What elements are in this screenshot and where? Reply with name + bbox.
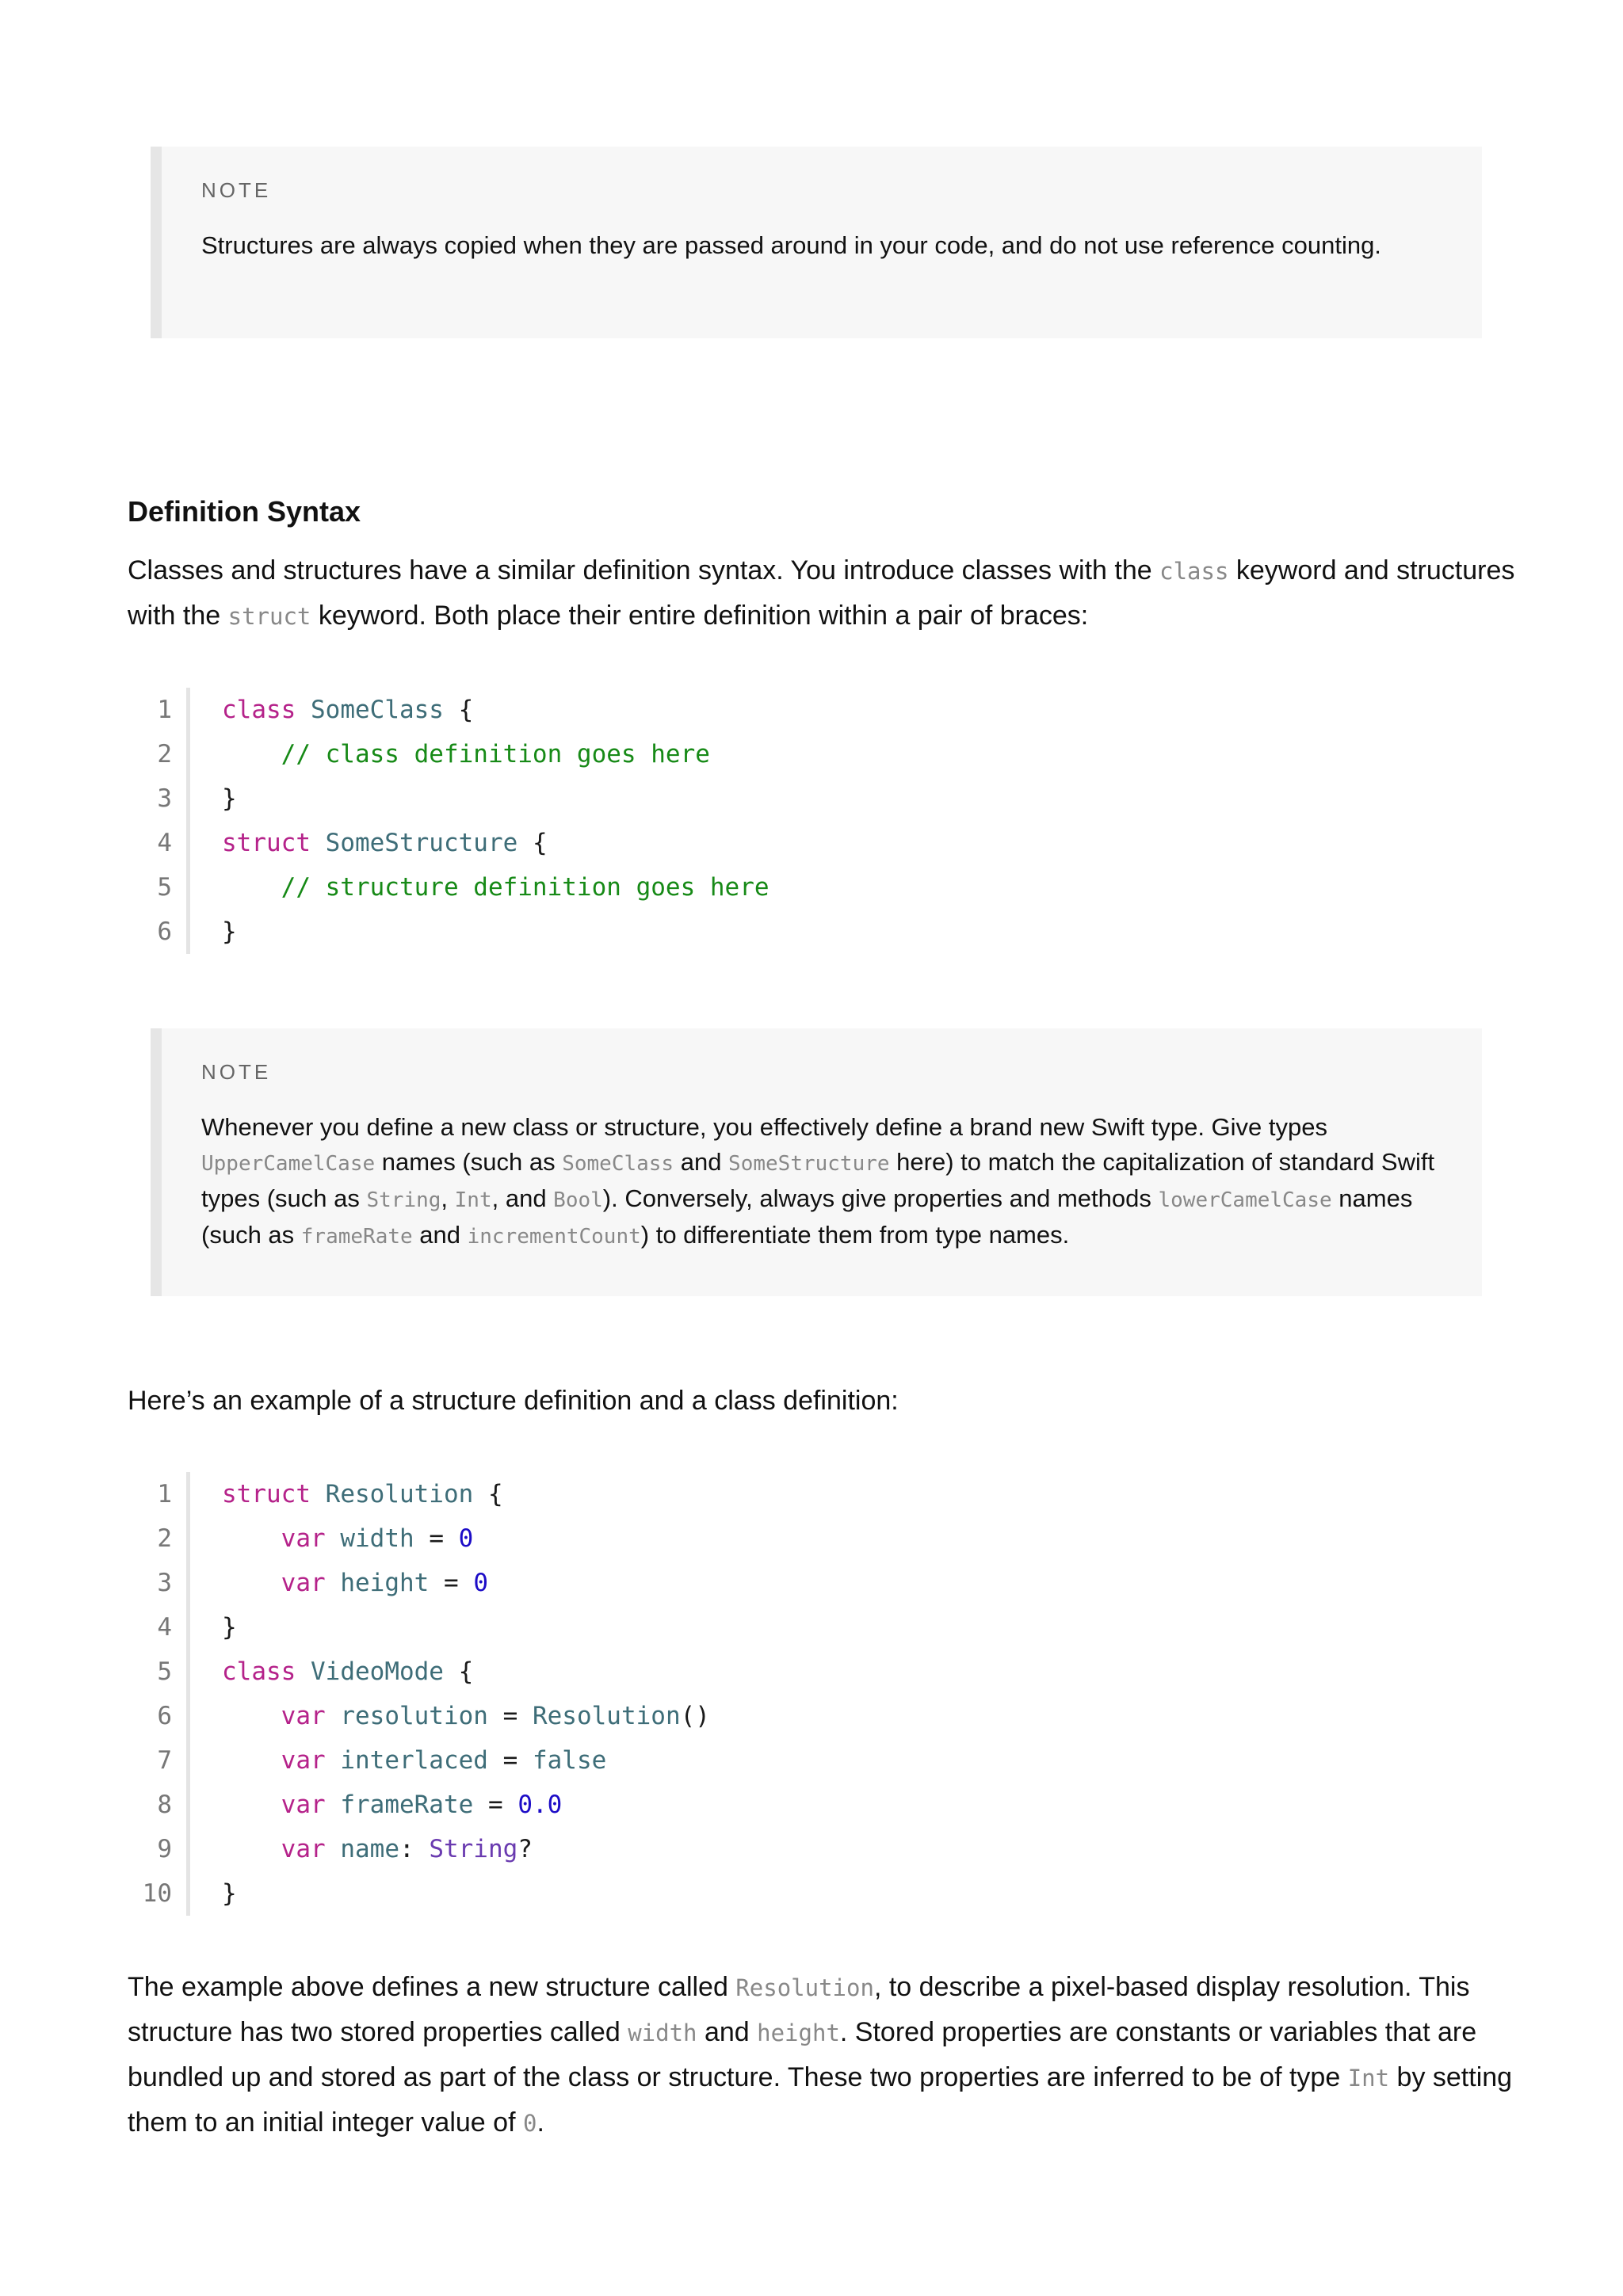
type-name: VideoMode — [311, 1657, 444, 1686]
code-line — [131, 732, 769, 776]
line-number: 5 — [131, 865, 190, 910]
line-number: 8 — [131, 1783, 190, 1827]
keyword: var — [281, 1746, 326, 1775]
line-number: 9 — [131, 1827, 190, 1871]
inline-code: width — [628, 2019, 697, 2046]
line-number: 1 — [131, 688, 190, 732]
keyword: struct — [222, 1480, 311, 1508]
code-line: 3 } — [131, 776, 769, 821]
line-number: 1 — [131, 1472, 190, 1516]
type-name: SomeClass — [311, 696, 444, 724]
note-label: NOTE — [201, 1060, 272, 1084]
section-heading: Definition Syntax — [128, 495, 361, 528]
number-literal: 0 — [458, 1524, 474, 1553]
inline-code: struct — [227, 603, 311, 630]
property-name: frameRate — [340, 1791, 474, 1819]
comment: // class definition goes here — [222, 740, 710, 769]
keyword: class — [222, 696, 296, 724]
code-line: 6 } — [131, 910, 769, 954]
code-line: 1 struct Resolution { — [131, 1472, 710, 1516]
property-name: name — [340, 1835, 399, 1863]
type-name: Resolution — [532, 1702, 681, 1730]
code-line: 2 var width = 0 — [131, 1516, 710, 1561]
text: Classes and structures have a similar definition syntax. You introduce classes with the — [128, 555, 1160, 585]
code-line: 3 var height = 0 — [131, 1561, 710, 1605]
property-name: interlaced — [340, 1746, 488, 1775]
code-line: 4 } — [131, 1605, 710, 1650]
code-line: 5 class VideoMode { — [131, 1650, 710, 1694]
line-number: 2 — [131, 1516, 190, 1561]
type-name: Resolution — [325, 1480, 474, 1508]
line-number: 3 — [131, 1561, 190, 1605]
code-line — [131, 865, 769, 910]
code-line: 10 } — [131, 1871, 710, 1916]
number-literal: 0 — [473, 1569, 488, 1597]
line-number: 4 — [131, 1605, 190, 1650]
note-text: Structures are always copied when they are passed around in your code, and do not use reference counting. — [201, 231, 1381, 259]
inline-code: 0 — [522, 2110, 537, 2137]
line-number: 5 — [131, 1650, 190, 1694]
bool-literal: false — [532, 1746, 607, 1775]
line-number: 7 — [131, 1738, 190, 1783]
number-literal: 0.0 — [517, 1791, 563, 1819]
code-block — [131, 1472, 710, 1916]
comment: // structure definition goes here — [222, 873, 769, 902]
note-callout — [151, 1028, 1482, 1296]
line-number: 3 — [131, 776, 190, 821]
code-block — [131, 688, 769, 954]
type-name: String — [429, 1835, 518, 1863]
text: keyword and structures with the — [128, 555, 1515, 631]
keyword: var — [281, 1835, 326, 1863]
note-label: NOTE — [201, 178, 272, 202]
property-name: height — [340, 1569, 430, 1597]
keyword: var — [281, 1791, 326, 1819]
keyword: struct — [222, 829, 311, 857]
note-text: Whenever you define a new class or structure, you effectively define a brand new Swift type. Give types UpperCamelCase names (such as SomeClass and SomeStructure here) to match the capitalization of standard Swift types (such as String, Int, and Bool). Conversely, always give properties and methods lowerCamelCase names (such as frameRate and incrementCount) to differentiate them from type names. — [201, 1113, 1435, 1249]
property-name: resolution — [340, 1702, 488, 1730]
line-number: 6 — [131, 1694, 190, 1738]
keyword: var — [281, 1569, 326, 1597]
note-callout — [151, 147, 1482, 338]
example-intro: Here’s an example of a structure definition and a class definition: — [128, 1386, 899, 1416]
closing-paragraph: The example above defines a new structure called Resolution, to describe a pixel-based display resolution. This structure has two stored properties called width and height. Stored properties are constants or variables that are bundled up and stored as part of the class or structure. These two properties are inferred to be of type Int by setting them to an initial integer value of 0. — [128, 1972, 1513, 2138]
inline-code: height — [757, 2019, 840, 2046]
line-number: 2 — [131, 732, 190, 776]
line-number: 6 — [131, 910, 190, 954]
intro-paragraph — [128, 548, 1522, 639]
line-number: 10 — [131, 1871, 190, 1916]
code-line: 6 var resolution = Resolution() — [131, 1694, 710, 1738]
inline-code: Resolution — [735, 1974, 874, 2001]
keyword: var — [281, 1702, 326, 1730]
line-number: 4 — [131, 821, 190, 865]
text: keyword. Both place their entire definition within a pair of braces: — [311, 601, 1089, 631]
code-line: 7 var interlaced = false — [131, 1738, 710, 1783]
keyword: var — [281, 1524, 326, 1553]
type-name: SomeStructure — [325, 829, 518, 857]
code-line: 9 var name: String? — [131, 1827, 710, 1871]
code-line: 8 var frameRate = 0.0 — [131, 1783, 710, 1827]
code-line: 1 class SomeClass { — [131, 688, 769, 732]
inline-code: Int — [1347, 2065, 1390, 2092]
inline-code: class — [1159, 558, 1229, 585]
keyword: class — [222, 1657, 296, 1686]
code-line: 4 struct SomeStructure { — [131, 821, 769, 865]
property-name: width — [340, 1524, 414, 1553]
